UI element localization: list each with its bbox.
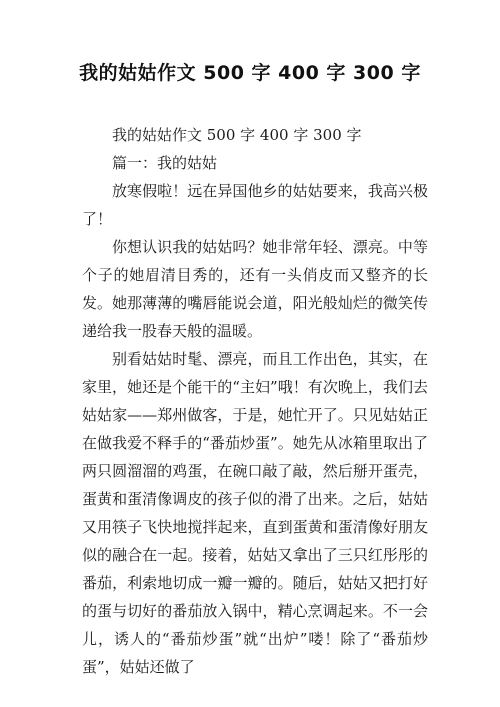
body-text — [82, 121, 428, 681]
paragraph-section-heading: 篇一：我的姑姑 — [112, 154, 218, 172]
paragraph-subtitle: 我的姑姑作文 500 字 400 字 300 字 — [112, 126, 362, 144]
page-title: 我的姑姑作文 500 字 400 字 300 字 — [79, 62, 421, 84]
paragraph: 放寒假啦！远在异国他乡的姑姑要来，我高兴极了！ — [82, 182, 428, 228]
paragraph: 你想认识我的姑姑吗？她非常年轻、漂亮。中等个子的她眉清目秀的，还有一头俏皮而又整齐的长发。她那薄薄的嘴唇能说会道，阳光般灿烂的微笑传递给我一股春天般的温暖。 — [82, 238, 428, 340]
paragraph: 别看姑姑时髦、漂亮，而且工作出色，其实，在家里，她还是个能干的“主妇”哦！有次晚上，我们去姑姑家——郑州做客，于是，她忙开了。只见姑姑正在做我爱不释手的“番茄炒蛋”。她先从冰箱里取出了两只圆溜溜的鸡蛋，在碗口敲了敲，然后掰开蛋壳，蛋黄和蛋清像调皮的孩子似的滑了出来。之后，姑姑又用筷子飞快地搅拌起来，直到蛋黄和蛋清像好朋友似的融合在一起。接着，姑姑又拿出了三只红彤彤的番茄，利索地切成一瓣一瓣的。随后，姑姑又把打好的蛋与切好的番茄放入锅中，精心烹调起来。不一会儿，诱人的“番茄炒蛋”就“出炉”喽！除了“番茄炒蛋”，姑姑还做了 — [82, 350, 428, 676]
